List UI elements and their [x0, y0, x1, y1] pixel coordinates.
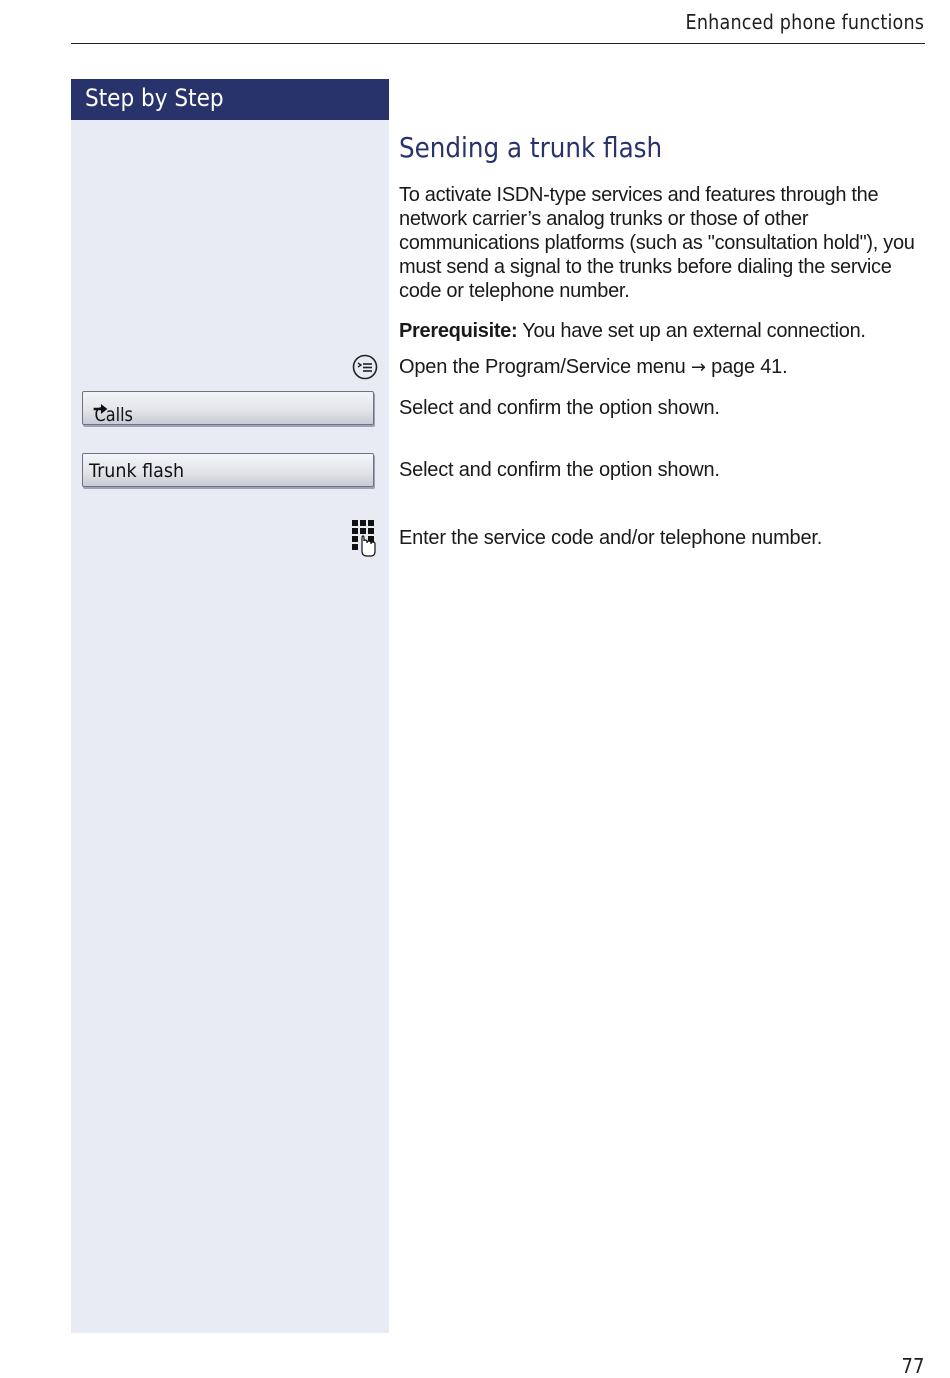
page-reference-arrow-icon: →	[690, 357, 706, 378]
step-select-calls: Select and confirm the option shown.	[399, 397, 720, 419]
header-divider	[71, 43, 925, 44]
step-open-menu	[399, 355, 787, 380]
step-select-trunk-flash: Select and confirm the option shown.	[399, 459, 720, 481]
intro-paragraph: To activate ISDN-type services and features through the network carrier’s analog trunks or those of other communications platforms (such as "consultation hold"), you must send a signal to the trunks before dialing the service code or telephone number.	[399, 184, 915, 302]
step-open-menu-text: Open the Program/Service menu	[399, 356, 691, 378]
section-title: Sending a trunk flash	[399, 131, 663, 164]
trunk-flash-softkey[interactable]	[82, 453, 374, 487]
step-open-menu-page-ref: page 41.	[705, 356, 788, 378]
calls-softkey[interactable]	[82, 391, 374, 425]
prerequisite	[399, 319, 927, 343]
calls-softkey-label: Calls	[94, 404, 133, 426]
sidebar-title: Step by Step	[85, 84, 224, 112]
keypad-icon	[350, 518, 378, 558]
trunk-flash-softkey-label: Trunk flash	[89, 460, 185, 482]
prerequisite-text: You have set up an external connection.	[517, 320, 866, 342]
sidebar-header	[71, 79, 389, 120]
menu-key-icon	[352, 354, 378, 380]
step-enter-number: Enter the service code and/or telephone number.	[399, 527, 823, 549]
page-header-title: Enhanced phone functions	[685, 10, 924, 34]
prerequisite-label: Prerequisite:	[399, 320, 518, 342]
page-number: 77	[901, 1354, 924, 1378]
step-by-step-sidebar	[71, 79, 389, 1333]
